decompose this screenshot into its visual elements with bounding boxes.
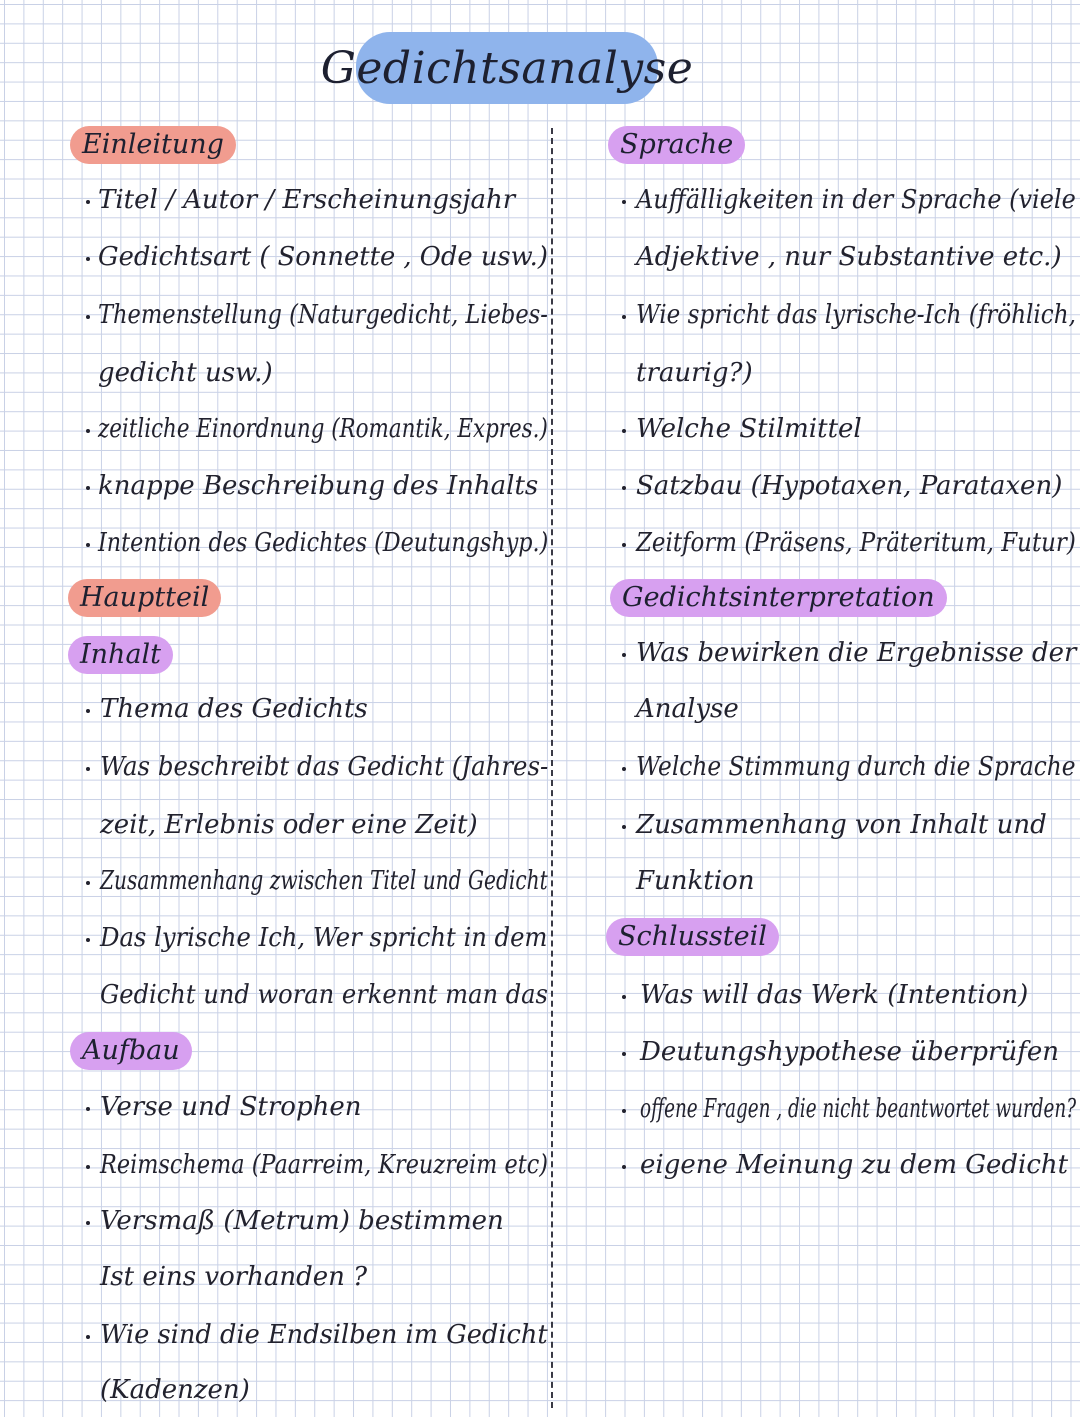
interpretation-item-0-line-1: Analyse (636, 694, 739, 724)
sprache-item-2-line-0: Welche Stilmittel (636, 414, 862, 444)
aufbau-item-3-line-1: (Kadenzen) (100, 1375, 250, 1405)
bullet-dot (86, 486, 90, 490)
sprache-item-0-line-1: Adjektive , nur Substantive etc.) (636, 242, 1062, 272)
bullet-dot (622, 825, 626, 829)
schlussteil-item-0-line-0: Was will das Werk (Intention) (640, 980, 1029, 1010)
bullet-dot (622, 995, 626, 999)
bullet-dot (86, 938, 90, 942)
inhalt-item-2-line-0: Zusammenhang zwischen Titel und Gedicht (100, 866, 548, 896)
interpretation-item-2-line-0: Zusammenhang von Inhalt und (636, 810, 1047, 840)
interpretation-item-1-line-0: Welche Stimmung durch die Sprache (636, 752, 1076, 782)
inhalt-item-3-line-1: Gedicht und woran erkennt man das (100, 980, 548, 1010)
heading-aufbau: Aufbau (70, 1032, 192, 1070)
sprache-item-3-line-0: Satzbau (Hypotaxen, Parataxen) (636, 471, 1063, 501)
bullet-dot (86, 1221, 90, 1225)
sprache-item-1-line-1: traurig?) (636, 358, 753, 388)
interpretation-item-2-line-1: Funktion (636, 866, 755, 896)
bullet-dot (622, 543, 626, 547)
heading-inhalt: Inhalt (68, 636, 173, 674)
bullet-dot (86, 1335, 90, 1339)
page-title: Gedichtsanalyse (356, 32, 658, 104)
bullet-dot (622, 429, 626, 433)
aufbau-item-2-line-1: Ist eins vorhanden ? (100, 1262, 368, 1292)
einleitung-item-2-line-1: gedicht usw.) (98, 358, 273, 388)
inhalt-item-1-line-0: Was beschreibt das Gedicht (Jahres- (100, 752, 549, 782)
schlussteil-item-2-line-0: offene Fragen , die nicht beantwortet wurden? (640, 1094, 1077, 1124)
heading-hauptteil: Hauptteil (68, 579, 221, 617)
bullet-dot (86, 429, 90, 433)
bullet-dot (622, 767, 626, 771)
heading-sprache: Sprache (608, 126, 745, 164)
aufbau-item-0-line-0: Verse und Strophen (100, 1092, 362, 1122)
sprache-item-4-line-0: Zeitform (Präsens, Präteritum, Futur) (636, 528, 1076, 558)
einleitung-item-5-line-0: Intention des Gedichtes (Deutungshyp.) (98, 528, 549, 558)
column-divider (551, 128, 553, 1408)
heading-gedichtsinterpretation: Gedichtsinterpretation (610, 579, 947, 617)
bullet-dot (622, 1052, 626, 1056)
heading-einleitung: Einleitung (70, 126, 236, 164)
sprache-item-1-line-0: Wie spricht das lyrische-Ich (fröhlich, (636, 300, 1076, 330)
bullet-dot (622, 486, 626, 490)
bullet-dot (622, 1109, 626, 1113)
bullet-dot (86, 709, 90, 713)
bullet-dot (86, 1165, 90, 1169)
bullet-dot (622, 1165, 626, 1169)
einleitung-item-4-line-0: knappe Beschreibung des Inhalts (98, 471, 539, 501)
aufbau-item-3-line-0: Wie sind die Endsilben im Gedicht (100, 1320, 548, 1350)
heading-schlussteil: Schlussteil (606, 918, 779, 956)
bullet-dot (86, 543, 90, 547)
inhalt-item-3-line-0: Das lyrische Ich, Wer spricht in dem (100, 923, 548, 953)
interpretation-item-0-line-0: Was bewirken die Ergebnisse der (636, 638, 1077, 668)
bullet-dot (86, 200, 90, 204)
aufbau-item-1-line-0: Reimschema (Paarreim, Kreuzreim etc) (100, 1150, 548, 1180)
sprache-item-0-line-0: Auffälligkeiten in der Sprache (viele (636, 185, 1076, 215)
schlussteil-item-3-line-0: eigene Meinung zu dem Gedicht (640, 1150, 1069, 1180)
bullet-dot (86, 767, 90, 771)
einleitung-item-1-line-0: Gedichtsart ( Sonnette , Ode usw.) (98, 242, 548, 272)
bullet-dot (86, 881, 90, 885)
bullet-dot (622, 653, 626, 657)
schlussteil-item-1-line-0: Deutungshypothese überprüfen (640, 1037, 1059, 1067)
bullet-dot (622, 200, 626, 204)
bullet-dot (86, 315, 90, 319)
bullet-dot (86, 257, 90, 261)
inhalt-item-0-line-0: Thema des Gedichts (100, 694, 368, 724)
einleitung-item-0-line-0: Titel / Autor / Erscheinungsjahr (98, 185, 516, 215)
einleitung-item-3-line-0: zeitliche Einordnung (Romantik, Expres.) (98, 414, 548, 444)
bullet-dot (622, 315, 626, 319)
bullet-dot (86, 1107, 90, 1111)
einleitung-item-2-line-0: Themenstellung (Naturgedicht, Liebes- (98, 300, 548, 330)
inhalt-item-1-line-1: zeit, Erlebnis oder eine Zeit) (100, 810, 478, 840)
aufbau-item-2-line-0: Versmaß (Metrum) bestimmen (100, 1206, 504, 1236)
